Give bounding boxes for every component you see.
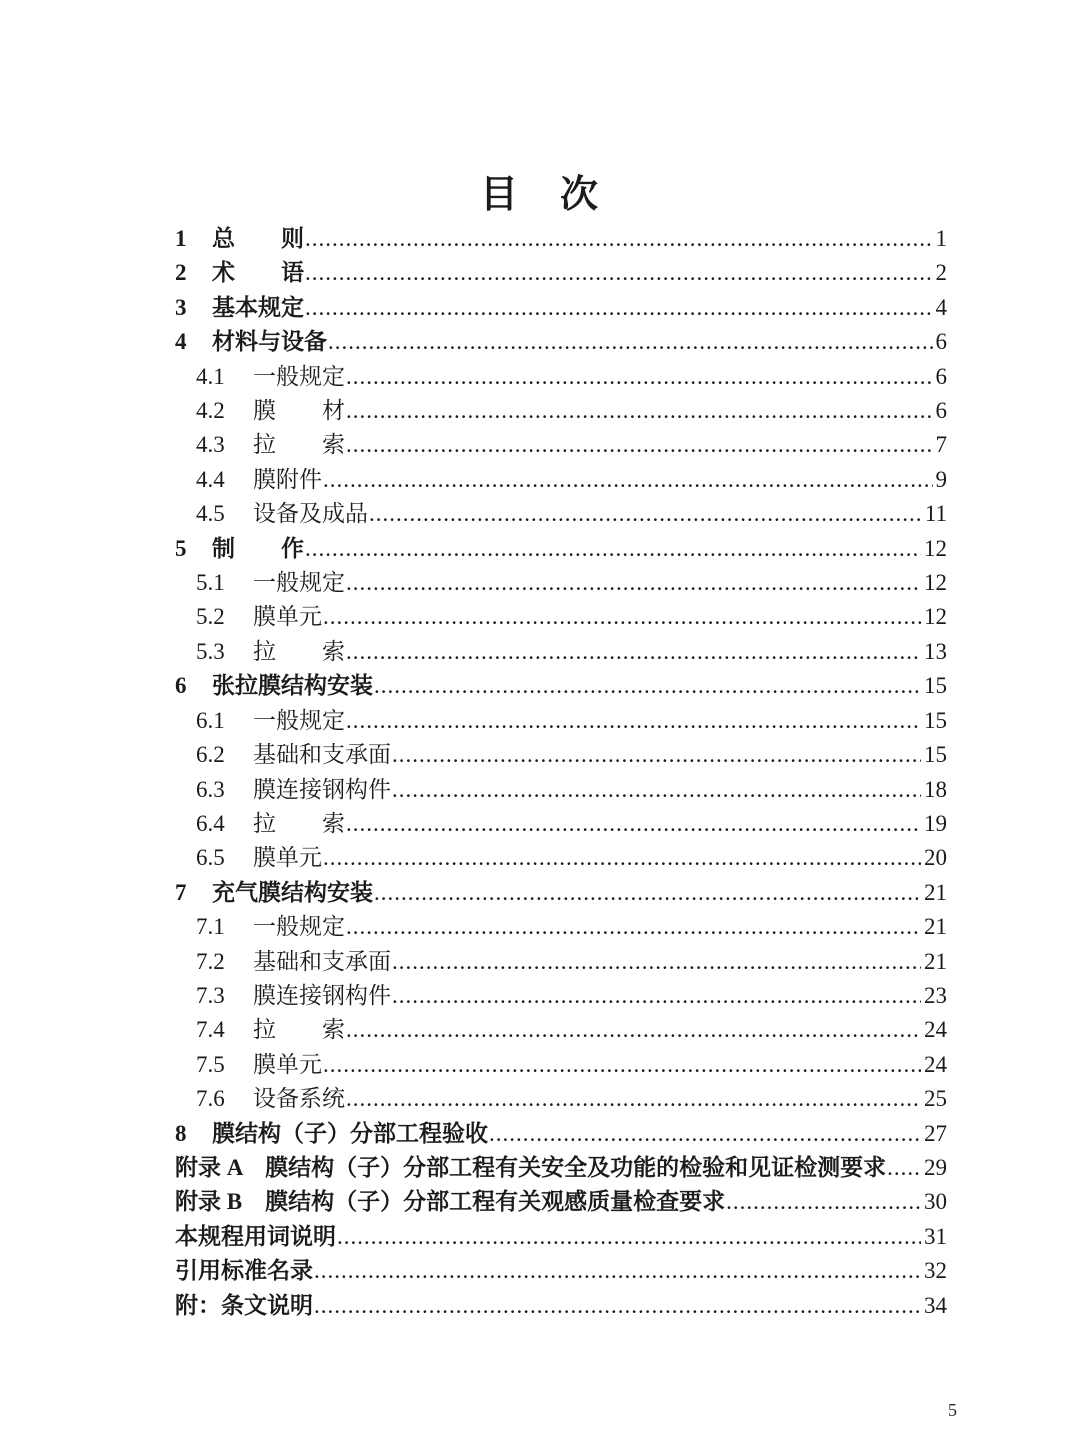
toc-entry-page: 6 bbox=[935, 329, 947, 355]
toc-entry bbox=[175, 841, 947, 875]
toc-entry-number: 6.1 bbox=[196, 707, 225, 733]
toc-entry-label: 一般规定 bbox=[253, 707, 345, 733]
toc-entry-page: 6 bbox=[935, 398, 947, 424]
toc-entry-label: 一般规定 bbox=[253, 363, 345, 389]
toc-entry-label: 拉 索 bbox=[253, 432, 345, 458]
toc-entry bbox=[175, 1117, 947, 1151]
toc-entry-label: 膜单元 bbox=[253, 1051, 322, 1077]
toc-entry-number: 7.1 bbox=[196, 914, 225, 940]
toc-entry bbox=[175, 1289, 947, 1323]
toc-entry bbox=[175, 360, 947, 394]
toc-entry bbox=[175, 669, 947, 703]
toc-entry bbox=[175, 497, 947, 531]
toc-entry-number: 6.3 bbox=[196, 776, 225, 802]
toc-entry bbox=[175, 876, 947, 910]
toc-entry-page: 15 bbox=[924, 707, 947, 733]
toc-entry-number: 6.5 bbox=[196, 845, 225, 871]
footer-page-number: 5 bbox=[948, 1400, 957, 1420]
toc-entry-label: 膜连接钢构件 bbox=[253, 776, 391, 802]
toc-list bbox=[175, 222, 947, 1323]
toc-entry-dot-leader bbox=[346, 635, 921, 669]
toc-entry bbox=[175, 325, 947, 359]
toc-entry-page: 25 bbox=[924, 1086, 947, 1112]
toc-entry bbox=[175, 600, 947, 634]
toc-entry-number: 3 bbox=[175, 294, 187, 320]
toc-entry-label: 一般规定 bbox=[253, 914, 345, 940]
page-title: 目 次 bbox=[479, 174, 600, 216]
toc-entry-number: 5.2 bbox=[196, 604, 225, 630]
toc-entry-dot-leader bbox=[346, 910, 921, 944]
toc-entry bbox=[175, 463, 947, 497]
toc-entry-page: 21 bbox=[924, 914, 947, 940]
toc-entry-page: 11 bbox=[924, 501, 947, 527]
toc-entry-page: 12 bbox=[924, 570, 947, 596]
toc-entry-dot-leader bbox=[392, 738, 921, 772]
toc-entry bbox=[175, 807, 947, 841]
toc-entry-label: 拉 索 bbox=[253, 1017, 345, 1043]
toc-entry-label: 附录 A 膜结构（子）分部工程有关安全及功能的检验和见证检测要求 bbox=[175, 1154, 887, 1180]
toc-entry bbox=[175, 291, 947, 325]
toc-entry-page: 30 bbox=[924, 1189, 947, 1215]
toc-entry-dot-leader bbox=[726, 1185, 921, 1219]
toc-entry-label: 拉 索 bbox=[253, 810, 345, 836]
toc-entry-page: 13 bbox=[924, 638, 947, 664]
toc-entry-page: 21 bbox=[924, 948, 947, 974]
toc-entry-label: 基本规定 bbox=[212, 294, 304, 320]
toc-entry-dot-leader bbox=[392, 773, 921, 807]
toc-entry bbox=[175, 428, 947, 462]
toc-entry-dot-leader bbox=[323, 463, 933, 497]
toc-entry-number: 5 bbox=[175, 535, 187, 561]
toc-entry-number: 2 bbox=[175, 260, 187, 286]
toc-entry-number: 1 bbox=[175, 226, 187, 251]
toc-entry-label: 膜连接钢构件 bbox=[253, 982, 391, 1008]
toc-entry-label: 膜附件 bbox=[253, 466, 322, 492]
toc-entry-page: 31 bbox=[924, 1223, 947, 1249]
toc-entry-dot-leader bbox=[369, 497, 922, 531]
toc-entry-page: 24 bbox=[924, 1017, 947, 1043]
toc-entry-dot-leader bbox=[346, 1013, 921, 1047]
toc-entry-page: 15 bbox=[924, 673, 947, 699]
toc-entry-label: 膜结构（子）分部工程验收 bbox=[212, 1120, 488, 1146]
toc-entry-dot-leader bbox=[346, 566, 921, 600]
toc-entry bbox=[175, 256, 947, 290]
toc-entry-dot-leader bbox=[337, 1220, 921, 1254]
toc-entry-label: 张拉膜结构安装 bbox=[212, 673, 373, 699]
toc-entry-dot-leader bbox=[489, 1117, 921, 1151]
toc-entry-number: 4.3 bbox=[196, 432, 225, 458]
toc-entry bbox=[175, 635, 947, 669]
toc-entry-dot-leader bbox=[323, 1048, 921, 1082]
toc-entry bbox=[175, 945, 947, 979]
toc-entry-dot-leader bbox=[314, 1289, 921, 1323]
toc-entry-number: 5.1 bbox=[196, 570, 225, 596]
toc-entry-number: 6.4 bbox=[196, 810, 225, 836]
toc-entry-label: 一般规定 bbox=[253, 570, 345, 596]
toc-entry-dot-leader bbox=[346, 360, 933, 394]
toc-entry-label: 设备及成品 bbox=[253, 501, 368, 527]
toc-entry-page: 12 bbox=[924, 535, 947, 561]
toc-entry-page: 15 bbox=[924, 742, 947, 768]
toc-entry-number: 6.2 bbox=[196, 742, 225, 768]
toc-entry bbox=[175, 1254, 947, 1288]
toc-entry bbox=[175, 1151, 947, 1185]
toc-entry-label: 总 则 bbox=[212, 226, 304, 251]
toc-entry-page: 23 bbox=[924, 982, 947, 1008]
toc-entry-dot-leader bbox=[305, 291, 933, 325]
toc-entry-dot-leader bbox=[346, 394, 933, 428]
toc-entry-dot-leader bbox=[374, 876, 921, 910]
toc-entry-page: 29 bbox=[924, 1154, 947, 1180]
toc-entry-page: 9 bbox=[935, 466, 947, 492]
toc-entry-label: 材料与设备 bbox=[212, 329, 327, 355]
toc-entry bbox=[175, 979, 947, 1013]
toc-entry bbox=[175, 1082, 947, 1116]
toc-entry bbox=[175, 222, 947, 256]
toc-entry bbox=[175, 1220, 947, 1254]
toc-entry-number: 4 bbox=[175, 329, 187, 355]
toc-entry-label: 引用标准名录 bbox=[175, 1258, 313, 1284]
toc-entry-label: 拉 索 bbox=[253, 638, 345, 664]
toc-entry-page: 20 bbox=[924, 845, 947, 871]
toc-entry bbox=[175, 532, 947, 566]
toc-entry bbox=[175, 566, 947, 600]
toc-entry-dot-leader bbox=[887, 1151, 921, 1185]
toc-entry-number: 4.2 bbox=[196, 398, 225, 424]
toc-entry-dot-leader bbox=[346, 428, 933, 462]
toc-entry-page: 21 bbox=[924, 879, 947, 905]
toc-entry-dot-leader bbox=[346, 704, 921, 738]
toc-entry-number: 4.5 bbox=[196, 501, 225, 527]
toc-entry-label: 基础和支承面 bbox=[253, 742, 391, 768]
toc-entry-dot-leader bbox=[346, 807, 921, 841]
toc-entry-number: 6 bbox=[175, 673, 187, 699]
toc-entry-label: 膜单元 bbox=[253, 845, 322, 871]
toc-entry-page: 34 bbox=[924, 1292, 947, 1318]
toc-entry-dot-leader bbox=[328, 325, 933, 359]
toc-entry-page: 1 bbox=[935, 226, 947, 251]
toc-entry bbox=[175, 1013, 947, 1047]
toc-entry-label: 膜单元 bbox=[253, 604, 322, 630]
toc-entry-label: 基础和支承面 bbox=[253, 948, 391, 974]
toc-entry-page: 6 bbox=[935, 363, 947, 389]
toc-entry-label: 制 作 bbox=[212, 535, 304, 561]
toc-entry-label: 附：条文说明 bbox=[175, 1292, 313, 1318]
toc-entry bbox=[175, 704, 947, 738]
toc-entry-dot-leader bbox=[392, 979, 921, 1013]
toc-entry-page: 12 bbox=[924, 604, 947, 630]
toc-entry-dot-leader bbox=[314, 1254, 921, 1288]
toc-entry-dot-leader bbox=[346, 1082, 921, 1116]
toc-entry bbox=[175, 910, 947, 944]
toc-entry-label: 术 语 bbox=[212, 260, 304, 286]
toc-entry-page: 2 bbox=[935, 260, 947, 286]
toc-entry-dot-leader bbox=[305, 532, 921, 566]
toc-entry-label: 充气膜结构安装 bbox=[212, 879, 373, 905]
toc-entry-dot-leader bbox=[323, 600, 921, 634]
toc-entry-page: 18 bbox=[924, 776, 947, 802]
toc-entry bbox=[175, 773, 947, 807]
toc-entry bbox=[175, 1048, 947, 1082]
toc-entry-dot-leader bbox=[323, 841, 921, 875]
toc-entry-label: 附录 B 膜结构（子）分部工程有关观感质量检查要求 bbox=[175, 1189, 726, 1215]
toc-entry-page: 7 bbox=[935, 432, 947, 458]
toc-entry-label: 设备系统 bbox=[253, 1086, 345, 1112]
toc-entry-dot-leader bbox=[305, 222, 933, 256]
toc-entry-page: 19 bbox=[924, 810, 947, 836]
toc-entry-number: 7.4 bbox=[196, 1017, 225, 1043]
toc-entry bbox=[175, 394, 947, 428]
toc-entry-number: 5.3 bbox=[196, 638, 225, 664]
toc-entry-number: 7.5 bbox=[196, 1051, 225, 1077]
toc-entry-number: 4.4 bbox=[196, 466, 225, 492]
toc-entry-page: 24 bbox=[924, 1051, 947, 1077]
toc-entry bbox=[175, 738, 947, 772]
toc-entry-page: 32 bbox=[924, 1258, 947, 1284]
toc-entry-label: 本规程用词说明 bbox=[175, 1223, 336, 1249]
toc-entry-number: 7 bbox=[175, 879, 187, 905]
toc-entry-number: 4.1 bbox=[196, 363, 225, 389]
toc-entry-number: 8 bbox=[175, 1120, 187, 1146]
toc-entry-number: 7.3 bbox=[196, 982, 225, 1008]
toc-entry-dot-leader bbox=[305, 256, 933, 290]
toc-entry-number: 7.2 bbox=[196, 948, 225, 974]
toc-entry bbox=[175, 1185, 947, 1219]
toc-entry-page: 27 bbox=[924, 1120, 947, 1146]
toc-entry-label: 膜 材 bbox=[253, 398, 345, 424]
toc-entry-number: 7.6 bbox=[196, 1086, 225, 1112]
toc-entry-dot-leader bbox=[392, 945, 921, 979]
toc-entry-dot-leader bbox=[374, 669, 921, 703]
toc-entry-page: 4 bbox=[935, 294, 947, 320]
